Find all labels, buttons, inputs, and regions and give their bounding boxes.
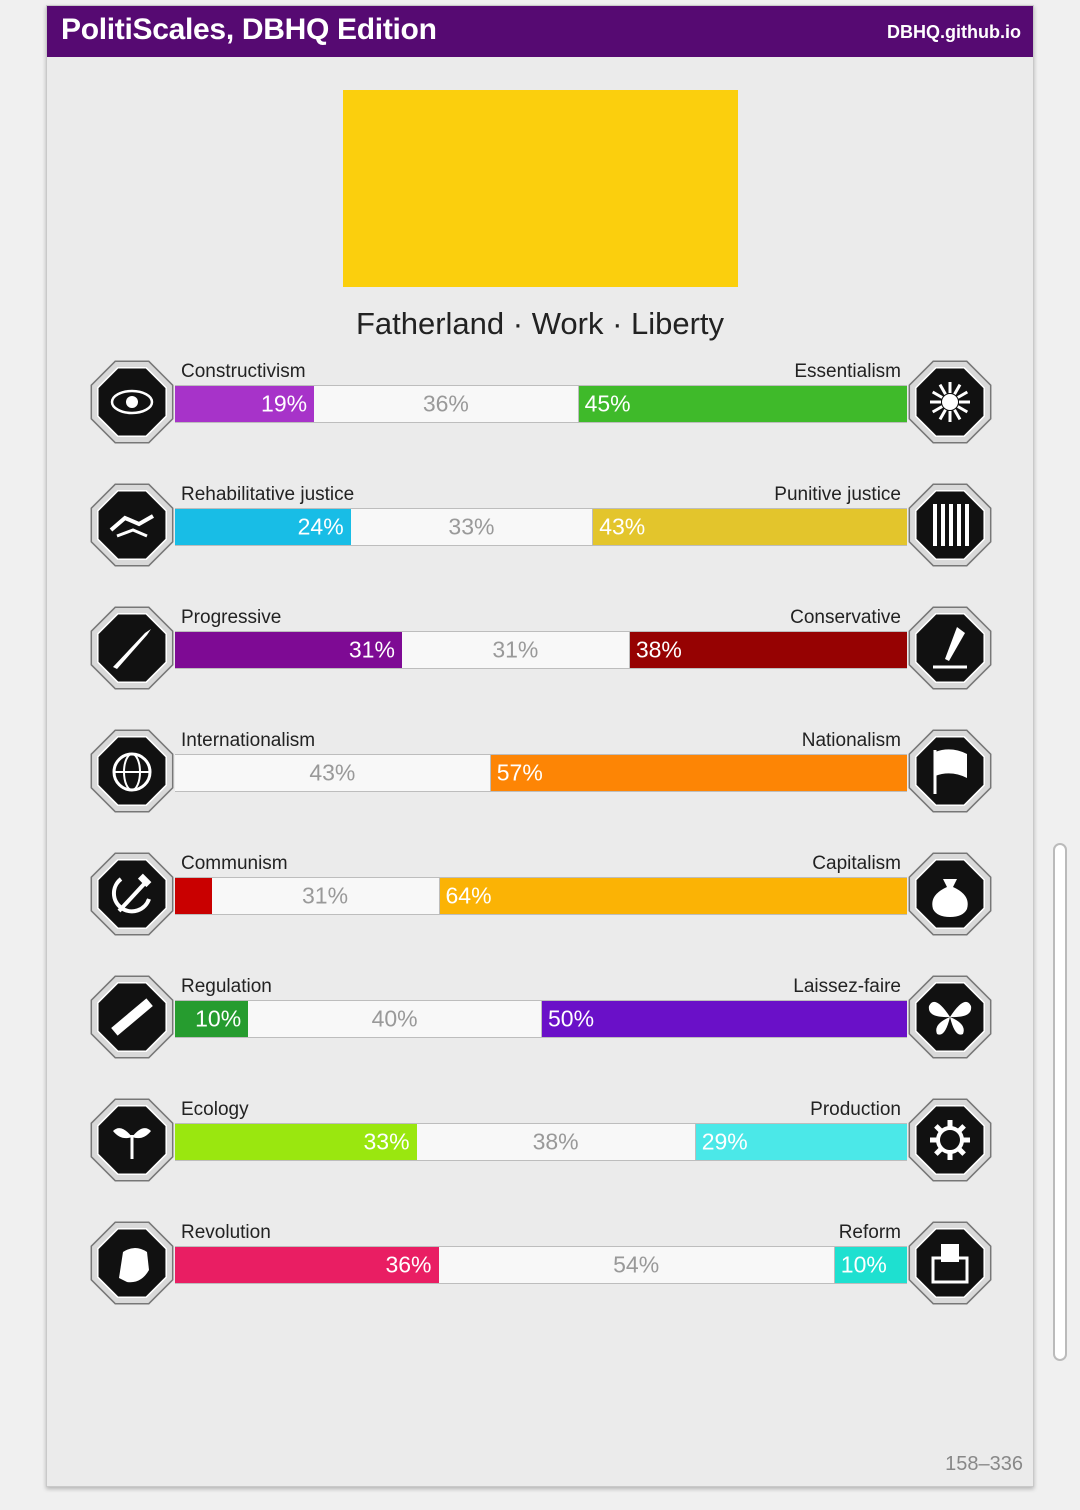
- axis-left-name: Rehabilitative justice: [181, 484, 355, 505]
- axis-right-segment-label: 57%: [496, 759, 543, 786]
- quill-icon: [905, 603, 995, 693]
- axis-right-segment: [439, 878, 907, 914]
- axis-left-segment: [175, 1124, 417, 1160]
- axis-row: [87, 361, 995, 461]
- axis-right-segment: [834, 1247, 907, 1283]
- axis-row: [87, 853, 995, 953]
- axis-right-segment-label: 45%: [584, 390, 631, 417]
- scrollbar-thumb[interactable]: [1053, 843, 1067, 1361]
- sprout-icon: [87, 1095, 177, 1185]
- axis-left-name: Regulation: [181, 976, 272, 997]
- axis-neutral-segment: [351, 509, 593, 545]
- axis-left-segment: [175, 1001, 248, 1037]
- dna-flower-icon: [905, 357, 995, 447]
- money-bag-icon: [905, 849, 995, 939]
- axis-right-segment: [695, 1124, 907, 1160]
- axis-left-name: Ecology: [181, 1099, 249, 1120]
- axis-neutral-segment: [314, 386, 578, 422]
- axis-right-name: Production: [810, 1099, 901, 1120]
- axis-left-segment: [175, 878, 212, 914]
- axis-right-name: Capitalism: [812, 853, 901, 874]
- app-title: PolitiScales, DBHQ Edition: [61, 13, 437, 46]
- axis-left-segment-label: 24%: [297, 513, 344, 540]
- axis-bar: [175, 754, 907, 792]
- axis-left-segment-label: 33%: [363, 1128, 410, 1155]
- axis-neutral-segment: [175, 755, 490, 791]
- axis-right-segment-label: 29%: [701, 1128, 748, 1155]
- axis-left-name: Constructivism: [181, 361, 306, 382]
- hammer-sickle-icon: [87, 849, 177, 939]
- globe-icon: [87, 726, 177, 816]
- axis-right-name: Nationalism: [801, 730, 901, 751]
- axis-neutral-segment: [248, 1001, 541, 1037]
- header-bar: [47, 6, 1033, 57]
- axis-left-segment: [175, 386, 314, 422]
- axis-row: [87, 607, 995, 707]
- site-link[interactable]: DBHQ.github.io: [887, 22, 1021, 42]
- axis-neutral-segment-label: 31%: [302, 882, 349, 909]
- axis-right-segment-label: 43%: [599, 513, 646, 540]
- axis-left-segment-label: 19%: [261, 390, 308, 417]
- axis-row: [87, 730, 995, 830]
- axis-row: [87, 1222, 995, 1322]
- axis-neutral-segment-label: 31%: [492, 636, 539, 663]
- axis-bar: [175, 877, 907, 915]
- axis-bar: [175, 1000, 907, 1038]
- axis-right-segment-label: 50%: [547, 1005, 595, 1032]
- result-card: [46, 5, 1034, 1487]
- page-number: 158–336: [945, 1453, 1023, 1475]
- axis-left-segment-label: 36%: [385, 1251, 432, 1278]
- axis-row: [87, 484, 995, 584]
- axis-right-segment: [578, 386, 907, 422]
- axis-left-segment: [175, 632, 402, 668]
- axis-left-segment: [175, 1247, 439, 1283]
- axis-bar: [175, 1123, 907, 1161]
- axis-neutral-segment-label: 43%: [309, 759, 356, 786]
- axis-left-name: Internationalism: [181, 730, 316, 751]
- prison-bars-icon: [905, 480, 995, 570]
- axis-neutral-segment: [417, 1124, 695, 1160]
- axis-left-name: Progressive: [181, 607, 282, 628]
- axis-right-segment-label: 10%: [840, 1251, 887, 1278]
- axis-left-name: Communism: [181, 853, 288, 874]
- factory-gear-icon: [905, 1095, 995, 1185]
- axis-row: [87, 976, 995, 1076]
- axis-right-name: Punitive justice: [774, 484, 901, 505]
- axis-right-name: Laissez-faire: [793, 976, 901, 997]
- result-flag: [343, 90, 738, 287]
- axis-right-segment: [592, 509, 907, 545]
- axis-bar: [175, 385, 907, 423]
- axis-right-name: Essentialism: [794, 361, 901, 382]
- axis-neutral-segment-label: 54%: [613, 1251, 660, 1278]
- axis-right-name: Reform: [838, 1222, 901, 1243]
- handshake-icon: [87, 480, 177, 570]
- axis-left-segment: [175, 509, 351, 545]
- flag-icon: [905, 726, 995, 816]
- axis-left-name: Revolution: [181, 1222, 271, 1243]
- axis-neutral-segment: [212, 878, 439, 914]
- motto-slogan: Fatherland · Work · Liberty: [355, 306, 725, 341]
- fist-icon: [87, 1218, 177, 1308]
- axis-right-segment: [490, 755, 907, 791]
- axis-left-segment-label: 10%: [195, 1005, 242, 1032]
- axis-neutral-segment: [439, 1247, 834, 1283]
- axis-neutral-segment: [402, 632, 629, 668]
- axis-right-name: Conservative: [790, 607, 901, 628]
- axis-right-segment-label: 38%: [635, 636, 682, 663]
- ruler-icon: [87, 972, 177, 1062]
- axis-neutral-segment-label: 38%: [532, 1128, 579, 1155]
- axis-right-segment: [541, 1001, 907, 1037]
- axis-neutral-segment-label: 33%: [448, 513, 495, 540]
- butterfly-icon: [905, 972, 995, 1062]
- axis-right-segment-label: 64%: [445, 882, 492, 909]
- axis-right-segment: [629, 632, 907, 668]
- axis-bar: [175, 1246, 907, 1284]
- axis-neutral-segment-label: 40%: [371, 1005, 418, 1032]
- eye-icon: [87, 357, 177, 447]
- axis-bar: [175, 508, 907, 546]
- ballot-icon: [905, 1218, 995, 1308]
- axis-left-segment-label: 31%: [348, 636, 395, 663]
- rocket-icon: [87, 603, 177, 693]
- axis-row: [87, 1099, 995, 1199]
- axis-bar: [175, 631, 907, 669]
- axis-neutral-segment-label: 36%: [422, 390, 469, 417]
